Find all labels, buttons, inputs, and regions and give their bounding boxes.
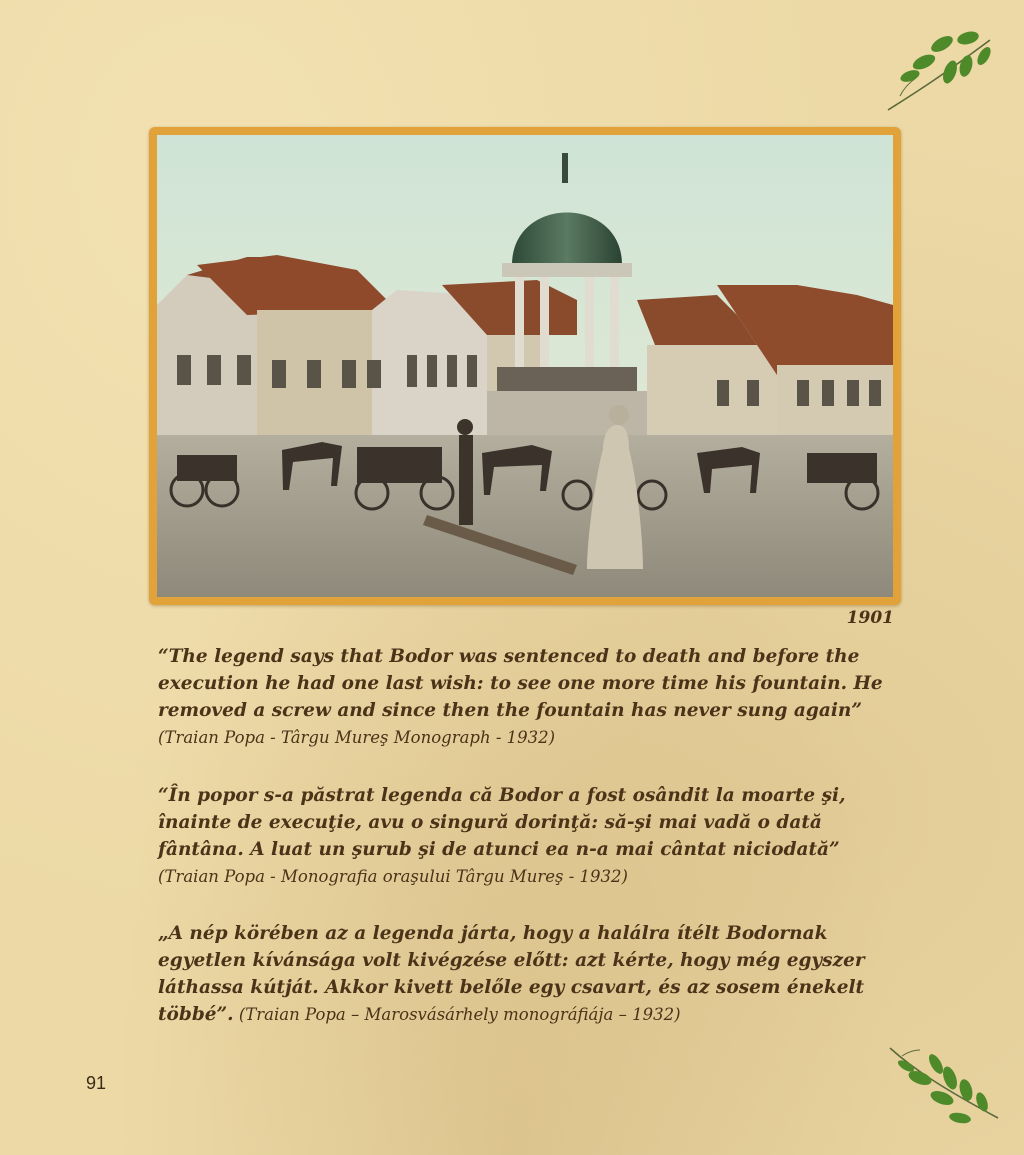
quote-line: „A nép körében az a legenda járta, hogy a halálra ítélt Bodornak: [158, 923, 828, 944]
page-number: 91: [86, 1073, 107, 1093]
quote-source: (Traian Popa - Monografia oraşului Târgu Mureş - 1932): [158, 867, 628, 886]
quote-line: execution he had one last wish: to see one more time his fountain. He: [158, 673, 883, 694]
quote-line: “The legend says that Bodor was sentenced to death and before the: [158, 646, 860, 667]
quote-line: removed a screw and since then the fountain has never sung again”: [158, 700, 862, 721]
quote-line: többé”.: [158, 1004, 234, 1025]
quote-source: (Traian Popa – Marosvásárhely monográfiája – 1932): [233, 1005, 681, 1024]
quote-line: láthassa kútját. Akkor kivett belőle egy csavart, és az sosem énekelt: [158, 977, 865, 998]
quote-line: înainte de execuţie, avu o singură dorinţă: să-şi mai vadă o dată: [158, 812, 822, 833]
historic-photo: [157, 135, 893, 597]
photo-year-caption: 1901: [846, 608, 894, 628]
quote-romanian: [158, 782, 918, 890]
quote-line: fântâna. A luat un şurub şi de atunci ea n-a mai cântat niciodată”: [158, 839, 840, 860]
quote-source: (Traian Popa - Târgu Mureş Monograph - 1932): [158, 728, 556, 747]
historic-photo-frame: [149, 127, 901, 605]
leaf-branch-icon: [882, 1038, 1004, 1132]
quote-line: egyetlen kívánsága volt kivégzése előtt: azt kérte, hogy még egyszer: [158, 950, 865, 971]
quote-hungarian: [158, 920, 918, 1028]
leaf-branch-icon: [880, 26, 1000, 116]
quote-line: “În popor s-a păstrat legenda că Bodor a fost osândit la moarte şi,: [158, 785, 846, 806]
quote-english: [158, 643, 918, 751]
